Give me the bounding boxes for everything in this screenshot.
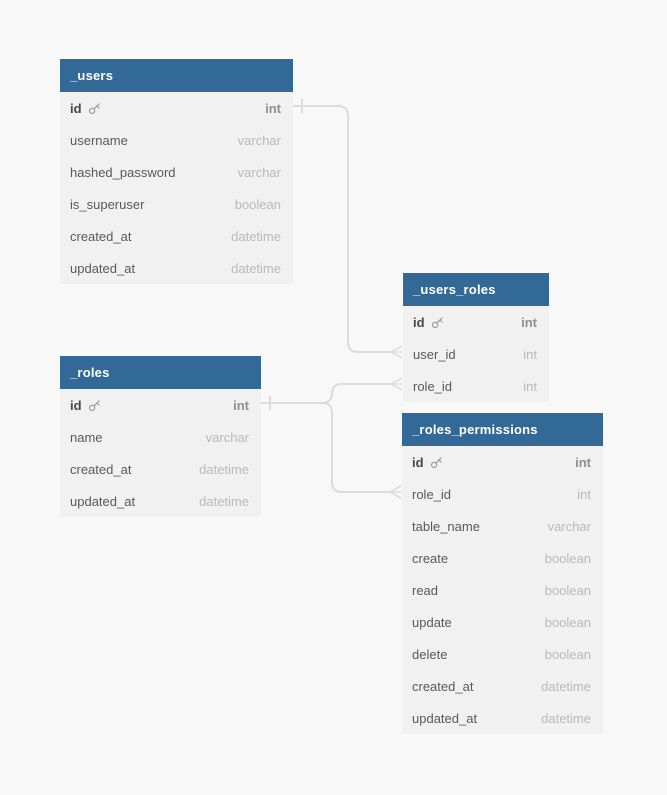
column-row-is_superuser[interactable] xyxy=(60,188,293,220)
column-type: boolean xyxy=(544,550,591,566)
column-type: datetime xyxy=(199,461,249,477)
column-type: datetime xyxy=(199,493,249,509)
column-row-role_id[interactable] xyxy=(402,478,603,510)
column-row-name[interactable] xyxy=(60,421,261,453)
column-row-update[interactable] xyxy=(402,606,603,638)
column-row-updated_at[interactable] xyxy=(60,252,293,284)
column-name: role_id xyxy=(412,486,452,502)
table-_roles_permissions[interactable] xyxy=(402,413,603,734)
column-row-updated_at[interactable] xyxy=(60,485,261,517)
column-name: role_id xyxy=(413,378,453,394)
column-name: id xyxy=(70,100,82,116)
relationship-_roles-_roles_permissions[interactable] xyxy=(261,403,390,492)
column-type: int xyxy=(575,454,591,470)
column-name-cell xyxy=(413,379,452,394)
table-body xyxy=(60,389,261,517)
column-name-cell xyxy=(70,430,103,445)
column-row-id[interactable] xyxy=(60,389,261,421)
key-icon xyxy=(431,316,444,329)
column-row-id[interactable] xyxy=(402,446,603,478)
column-row-username[interactable] xyxy=(60,124,293,156)
table-title: _roles xyxy=(70,365,110,380)
column-row-id[interactable] xyxy=(403,306,549,338)
column-name-cell xyxy=(70,462,131,477)
column-name: created_at xyxy=(70,228,132,244)
column-name: update xyxy=(412,614,452,630)
cardinality-many-marker xyxy=(390,486,401,498)
column-type: int xyxy=(577,486,591,502)
table-_roles[interactable] xyxy=(60,356,261,517)
cardinality-many-marker xyxy=(391,378,402,390)
column-type: int xyxy=(521,314,537,330)
column-row-created_at[interactable] xyxy=(402,670,603,702)
table-title: _users_roles xyxy=(413,282,496,297)
column-row-created_at[interactable] xyxy=(60,453,261,485)
column-name: create xyxy=(412,550,449,566)
column-row-created_at[interactable] xyxy=(60,220,293,252)
column-name-cell xyxy=(70,261,135,276)
column-row-hashed_password[interactable] xyxy=(60,156,293,188)
column-name: is_superuser xyxy=(70,196,145,212)
column-name-cell xyxy=(70,398,101,413)
column-name: id xyxy=(412,454,424,470)
key-icon xyxy=(430,456,443,469)
column-name-cell xyxy=(412,711,477,726)
column-name: id xyxy=(70,397,82,413)
relationship-_roles-_users_roles[interactable] xyxy=(261,384,391,403)
key-icon xyxy=(88,102,101,115)
cardinality-many-marker xyxy=(391,346,402,358)
column-row-id[interactable] xyxy=(60,92,293,124)
column-type: varchar xyxy=(237,164,281,180)
column-name: delete xyxy=(412,646,448,662)
column-name-cell xyxy=(413,347,456,362)
column-row-table_name[interactable] xyxy=(402,510,603,542)
column-type: datetime xyxy=(541,678,591,694)
table-title: _roles_permissions xyxy=(412,422,538,437)
table-header[interactable] xyxy=(60,59,293,92)
column-name: read xyxy=(412,582,439,598)
column-name: created_at xyxy=(70,461,132,477)
table-header[interactable] xyxy=(402,413,603,446)
column-type: boolean xyxy=(544,646,591,662)
column-name-cell xyxy=(412,455,443,470)
column-type: varchar xyxy=(205,429,249,445)
table-body xyxy=(60,92,293,284)
column-type: varchar xyxy=(237,132,281,148)
column-row-role_id[interactable] xyxy=(403,370,549,402)
column-name-cell xyxy=(70,197,144,212)
column-name-cell xyxy=(70,133,128,148)
column-name: id xyxy=(413,314,425,330)
column-name: updated_at xyxy=(70,493,136,509)
table-_users[interactable] xyxy=(60,59,293,284)
column-type: int xyxy=(523,378,537,394)
column-type: datetime xyxy=(231,260,281,276)
column-name: hashed_password xyxy=(70,164,176,180)
column-name-cell xyxy=(412,679,473,694)
table-header[interactable] xyxy=(403,273,549,306)
column-row-read[interactable] xyxy=(402,574,603,606)
column-name: created_at xyxy=(412,678,474,694)
column-name-cell xyxy=(412,615,452,630)
column-name: updated_at xyxy=(412,710,478,726)
relationship-_users-_users_roles[interactable] xyxy=(293,106,391,352)
column-type: int xyxy=(265,100,281,116)
column-row-create[interactable] xyxy=(402,542,603,574)
column-type: int xyxy=(523,346,537,362)
column-type: boolean xyxy=(544,582,591,598)
table-body xyxy=(403,306,549,402)
column-name-cell xyxy=(412,583,438,598)
column-name: updated_at xyxy=(70,260,136,276)
column-type: boolean xyxy=(544,614,591,630)
column-type: datetime xyxy=(541,710,591,726)
column-type: int xyxy=(233,397,249,413)
column-name: table_name xyxy=(412,518,480,534)
column-name-cell xyxy=(70,165,176,180)
column-name: user_id xyxy=(413,346,456,362)
column-row-updated_at[interactable] xyxy=(402,702,603,734)
column-type: varchar xyxy=(547,518,591,534)
key-icon xyxy=(88,399,101,412)
column-row-user_id[interactable] xyxy=(403,338,549,370)
column-name: name xyxy=(70,429,103,445)
column-name-cell xyxy=(412,647,447,662)
table-title: _users xyxy=(70,68,114,83)
column-name-cell xyxy=(70,101,101,116)
column-name-cell xyxy=(70,229,131,244)
column-name-cell xyxy=(412,551,448,566)
column-name-cell xyxy=(70,494,135,509)
column-name: username xyxy=(70,132,128,148)
column-type: datetime xyxy=(231,228,281,244)
column-row-delete[interactable] xyxy=(402,638,603,670)
table-body xyxy=(402,446,603,734)
column-name-cell xyxy=(412,519,480,534)
table-header[interactable] xyxy=(60,356,261,389)
column-name-cell xyxy=(412,487,451,502)
column-name-cell xyxy=(413,315,444,330)
column-type: boolean xyxy=(234,196,281,212)
table-_users_roles[interactable] xyxy=(403,273,549,402)
